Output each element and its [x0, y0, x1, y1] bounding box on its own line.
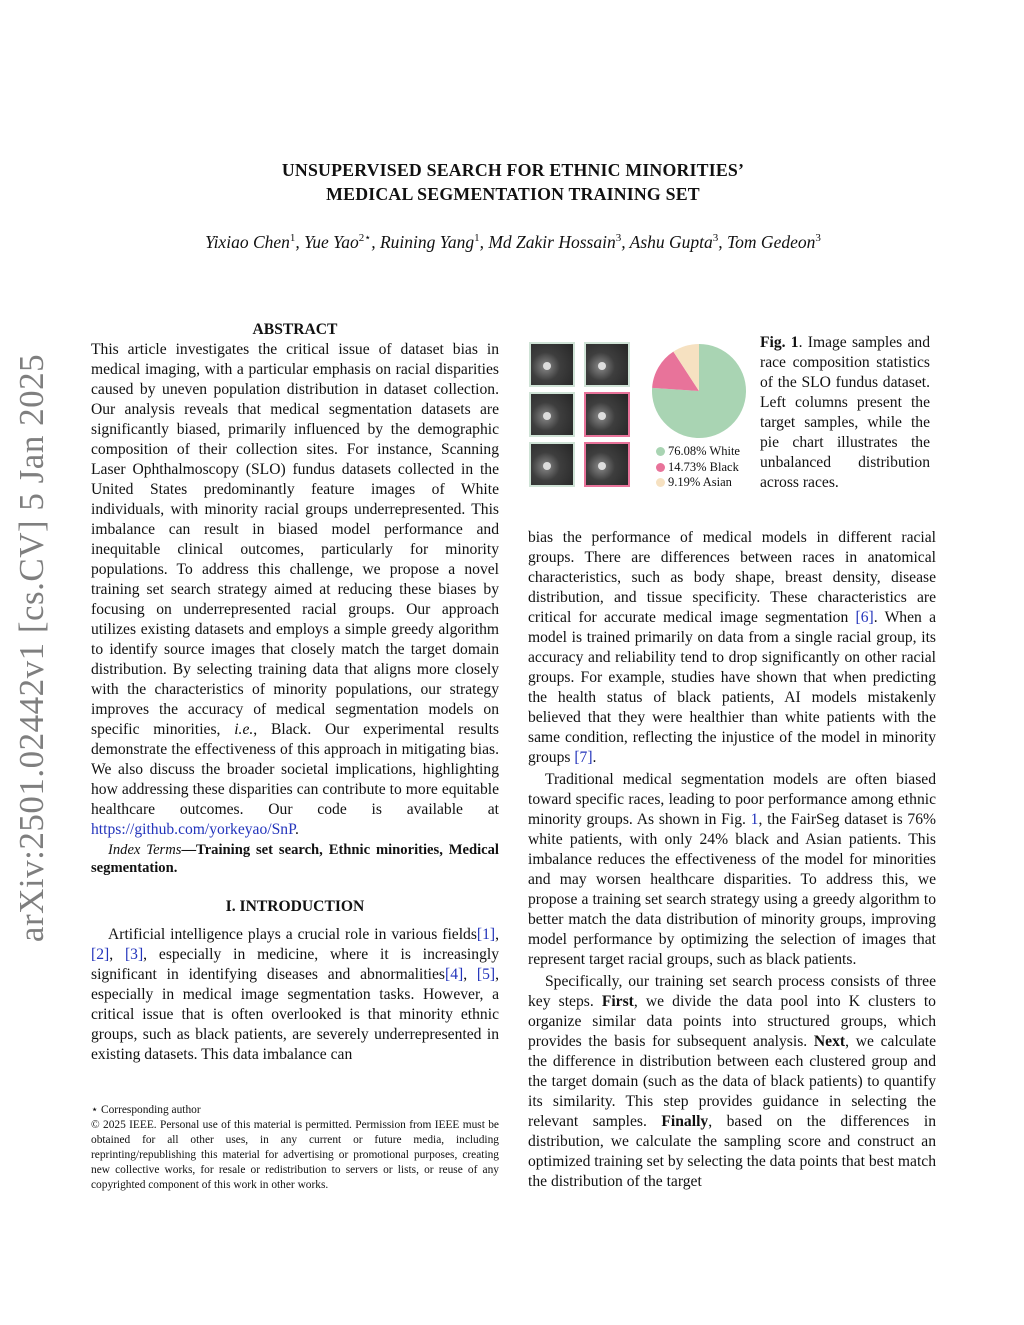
race-pie-chart: [644, 336, 754, 446]
author-separator: ,: [621, 231, 630, 252]
abstract-body: [91, 340, 499, 840]
index-terms-text: —Training set search, Ethnic minorities, Medical segmentation.: [91, 842, 499, 876]
abstract-text-2: , Black. Our experimental results demonstrate the effectiveness of this approach in mitigating bias. We also discuss the broader societal implications, highlighting how addressing these disparities can contribute to more equitable healthcare outcomes. Our code is available at: [91, 721, 499, 818]
pie-legend: [656, 444, 740, 491]
author-name: Yixiao Chen: [205, 231, 290, 252]
abstract-heading: ABSTRACT: [252, 321, 338, 338]
citation-link[interactable]: [2]: [91, 946, 110, 963]
right-paragraph: [528, 972, 936, 1192]
code-link[interactable]: https://github.com/yorkeyao/SnP: [91, 821, 296, 838]
figure-1: [526, 336, 750, 496]
figure-ref-link[interactable]: 1: [750, 811, 759, 828]
footnotes: [91, 1103, 499, 1193]
right-paragraph: [528, 528, 936, 768]
author-affiliation: 1: [289, 232, 296, 244]
legend-item: [656, 444, 740, 460]
body-text: .: [592, 749, 597, 766]
paper-title-line-1: UNSUPERVISED SEARCH FOR ETHNIC MINORITIES’: [281, 160, 745, 180]
fundus-image: [529, 342, 575, 387]
author-affiliation: 2⋆: [358, 232, 372, 244]
author-affiliation: 1: [474, 232, 480, 244]
body-text: Specifically, our training set search process consists of three key steps.: [528, 973, 936, 1010]
citation-link[interactable]: [7]: [574, 749, 593, 766]
figure-caption: [760, 333, 930, 493]
caption-text: . Image samples and race composition statistics of the SLO fundus dataset. Left columns present the target samples, while the pie chart illustrates the unbalanced distribution across races.: [760, 334, 930, 491]
fundus-image: [529, 442, 575, 487]
author-affiliation: 3: [815, 232, 821, 244]
author-list: [100, 231, 926, 253]
legend-swatch: [656, 463, 665, 472]
author-separator: ,: [295, 231, 305, 252]
citation-link[interactable]: [4]: [445, 966, 464, 983]
author-name: Tom Gedeon: [727, 231, 816, 252]
index-terms-label: Index Terms: [108, 842, 182, 858]
abstract-end: .: [295, 821, 299, 838]
intro-paragraph: Artificial intelligence plays a crucial role in various fields[1], [2], [3], especially in medicine, where it is increasingly significant in identifying diseases and abnormalities[4], [5], especially in medical image segmentation tasks. However, a critical issue that is often overlooked is that minority ethnic groups, such as black patients, are severely underrepresented in existing datasets. This data imbalance can: [91, 926, 500, 1063]
citation-link[interactable]: [1]: [476, 926, 496, 943]
author-affiliation: 3: [615, 232, 622, 244]
legend-item: [656, 460, 740, 476]
body-text: , we calculate the difference in distribution between each clustered group and the target domain (such as the data of black patients) to quantify its similarity. This step provides guidance in selecting the relevant samples.: [528, 1033, 937, 1130]
fundus-image: [584, 442, 630, 487]
intro-text: Artificial intelligence plays a crucial role in various fields: [108, 926, 477, 943]
legend-label: 14.73% Black: [668, 459, 739, 474]
bold-term: Next: [813, 1033, 846, 1050]
author-name: Md Zakir Hossain: [488, 231, 616, 252]
right-paragraph: [528, 770, 936, 970]
legend-swatch: [656, 447, 665, 456]
bold-term: Finally: [661, 1113, 709, 1130]
citation-link[interactable]: [3]: [124, 946, 144, 963]
intro-text: , especially in medical image segmentation tasks. However, a critical issue that is often overlooked is that minority ethnic groups, such as black patients, are severely underrepresented in existing datasets. This data imbalance can: [91, 966, 500, 1063]
figure-label: Fig. 1: [760, 334, 799, 351]
author-name: Ruining Yang: [379, 231, 475, 252]
intro-text: , especially in medicine, where it is increasingly significant in identifying diseases and abnormalities: [91, 946, 499, 983]
author-separator: ,: [718, 231, 728, 252]
author-name: Yue Yao: [304, 231, 359, 252]
fundus-image: [529, 392, 575, 437]
left-column: [91, 320, 499, 1065]
body-text: , the FairSeg dataset is 76% white patients, with only 24% black and Asian patients. This imbalance reduces the effectiveness of the model for minorities and may worsen healthcare disparities. To address this, we propose a training set search strategy using a greedy algorithm to better match the data distribution of minority groups, improving model performance by optimizing the selection of images that represent target racial groups, such as black patients.: [528, 811, 937, 968]
intro-heading: I. INTRODUCTION: [225, 898, 365, 915]
legend-swatch: [656, 478, 665, 487]
corresponding-author-note: ⋆ Corresponding author: [91, 1104, 201, 1116]
body-text: , based on the differences in distribution, we calculate the sampling score and construct an optimized training set by selecting the data points that best match the distribution of the target: [528, 1113, 936, 1190]
citation-link[interactable]: [6]: [855, 609, 874, 626]
body-text: , we divide the data pool into K clusters to organize similar data points into structured groups, which provides the basis for subsequent analysis.: [528, 993, 936, 1050]
index-terms: [91, 841, 499, 877]
legend-label: 9.19% Asian: [668, 475, 732, 489]
abstract-ie: i.e.: [234, 721, 254, 738]
legend-label: 76.08% White: [668, 444, 740, 458]
abstract-text: This article investigates the critical issue of dataset bias in medical imaging, with a particular emphasis on racial disparities caused by uneven population distribution in dataset collection. Our analysis reveals that medical segmentation datasets are significantly biased, primarily influenced by the demographic composition of their collection sites. For instance, Scanning Laser Ophthalmoscopy (SLO) fundus datasets collected in the United States predominantly feature images of White individuals, with minority racial groups underrepresented. This imbalance can result in biased model performance and inequitable clinical outcomes, particularly for minority populations. To address this challenge, we propose a novel training set search strategy aimed at reducing these biases by focusing on underrepresented racial groups. Our approach utilizes existing datasets and employs a simple greedy algorithm to identify source images that closely match the target domain distribution. By selecting training data that aligns more closely with the characteristics of minority populations, our strategy improves the accuracy of medical segmentation models on specific minorities,: [91, 341, 499, 738]
author-affiliation: 3: [712, 232, 719, 244]
body-text: Traditional medical segmentation models are often biased toward specific races, leading to poor performance among ethnic minority groups. As shown in Fig.: [528, 771, 936, 828]
fundus-image: [584, 392, 630, 437]
paper-title-line-2: MEDICAL SEGMENTATION TRAINING SET: [326, 184, 700, 204]
right-column: [528, 528, 936, 1192]
author-separator: ,: [371, 231, 380, 252]
fundus-image: [584, 342, 630, 387]
citation-link[interactable]: [5]: [476, 966, 496, 983]
bold-term: First: [601, 993, 634, 1010]
author-name: Ashu Gupta: [629, 231, 713, 252]
arxiv-id-text: arXiv:2501.02442v1 [cs.CV] 5 Jan 2025: [12, 353, 51, 943]
legend-item: [656, 475, 740, 491]
author-separator: ,: [479, 231, 489, 252]
arxiv-side-stamp: [4, 353, 60, 943]
copyright-note: © 2025 IEEE. Personal use of this material is permitted. Permission from IEEE must be obtained for all other uses, in any current or future media, including reprinting/republishing this material for advertising or promotional purposes, creating new collective works, for resale or redistribution to servers or lists, or reuse of any copyrighted component of this work in other works.: [91, 1119, 499, 1191]
body-text: . When a model is trained primarily on data from a single racial group, its accuracy and reliability tend to drop significantly on other racial groups. For example, studies have shown that when predicting the health status of black patients, AI models mistakenly believed that they were healthier than white patients with the same condition, reflecting the injustice of the model in minority groups: [528, 609, 936, 766]
body-text: bias the performance of medical models in different racial groups. There are differences between races in anatomical characteristics, such as body shape, breast density, disease distribution, and tissue specificity. These characteristics are critical for accurate medical image segmentation: [528, 529, 936, 626]
